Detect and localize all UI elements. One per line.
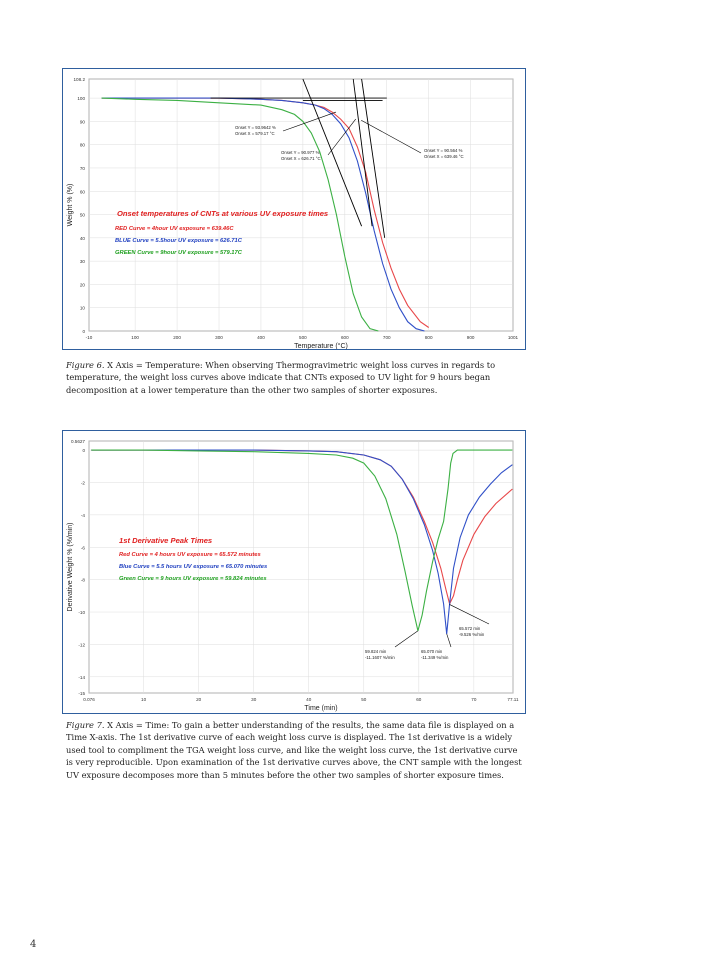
figure-7-caption-text: X Axis = Time: To gain a better understanding of the results, the same data file is displayed on a Time X-axis. The 1st derivative curve of each weight loss curve is displayed. The 1st derivative is a widely used tool to compliment the TGA weight loss curve, and like the weight loss curve, the 1st derivative curve is very reproducible. Upon examination of the 1st derivative curves above, the CNT sample with the longest UV exposure decomposes more than 5 minutes before the other two samples of shorter exposure times. [66, 720, 522, 780]
legend-item: RED Curve = 4hour UV exposure = 639.46C [115, 226, 234, 232]
peak-label: 59.824 min [365, 649, 387, 654]
x-tick-label: -10 [85, 335, 93, 340]
y-tick-label: 80 [79, 142, 85, 148]
figure-7-caption [66, 719, 526, 781]
figure-6-caption-label: Figure 6. [66, 360, 105, 370]
peak-label: 65.572 min [459, 626, 481, 631]
figure-7-chart [62, 430, 526, 714]
chart-title: Onset temperatures of CNTs at various UV exposure times [117, 209, 329, 218]
x-tick-label: 60 [416, 697, 422, 702]
y-tick-label: -15 [78, 691, 85, 696]
legend-item: BLUE Curve = 5.5hour UV exposure = 626.71C [115, 238, 242, 244]
legend-item: GREEN Curve = 9hour UV exposure = 579.17C [115, 250, 242, 256]
y-tick-label: 20 [79, 282, 85, 288]
y-axis-label: Weight % (%) [67, 183, 74, 227]
x-tick-label: 800 [424, 335, 433, 340]
y-tick-label: 100 [77, 96, 85, 102]
y-tick-label: -6 [80, 545, 85, 551]
y-tick-label: -10 [78, 610, 85, 616]
onset-label: Onset X = 579.17 °C [235, 131, 275, 136]
figure-6-caption-text: X Axis = Temperature: When observing Thermogravimetric weight loss curves in regards to temperature, the weight loss curves above indicate that CNTs exposed to UV light for 9 hours began decomposition at a lower temperature than the other two samples of shorter exposures. [66, 360, 496, 395]
page-number: 4 [30, 939, 37, 950]
y-tick-label: 0 [82, 448, 85, 454]
figure-6-caption [66, 359, 526, 396]
x-tick-label: 300 [215, 335, 223, 340]
x-axis-label: Time (min) [304, 705, 338, 712]
y-tick-label: -4 [80, 512, 85, 518]
x-tick-label: 900 [466, 335, 475, 340]
y-tick-label: 30 [79, 259, 85, 265]
x-tick-label: 70 [471, 697, 477, 702]
x-tick-label: 77.11 [507, 697, 519, 702]
x-tick-label: 40 [306, 697, 312, 702]
peak-label: 65.070 min [421, 649, 443, 654]
y-axis-label: Derivative Weight % (%/min) [67, 522, 74, 612]
x-tick-label: 200 [173, 335, 181, 340]
x-tick-label: 500 [299, 335, 307, 340]
x-tick-label: 600 [340, 335, 349, 340]
x-tick-label: 100 [131, 335, 139, 340]
y-tick-label: 50 [79, 212, 85, 218]
y-tick-label: -2 [80, 480, 85, 486]
figure-7-caption-label: Figure 7. [66, 720, 105, 730]
onset-label: Onset X = 639.46 °C [424, 154, 464, 159]
y-tick-label: 108.2 [73, 77, 85, 82]
x-tick-label: 400 [257, 335, 265, 340]
x-tick-label: 1001 [507, 335, 519, 340]
x-axis-label: Temperature (°C) [294, 343, 348, 349]
x-tick-label: 10 [141, 697, 147, 702]
y-tick-label: 90 [79, 119, 85, 125]
x-tick-label: 20 [196, 697, 202, 702]
x-tick-label: 700 [382, 335, 391, 340]
y-tick-label: 0 [82, 329, 85, 334]
peak-label: -11.1607 %/min [365, 655, 395, 660]
y-tick-label: 70 [79, 165, 85, 171]
legend-item: Blue Curve = 5.5 hours UV exposure = 65.070 minutes [119, 564, 268, 570]
y-tick-label: 40 [79, 235, 85, 241]
weight-loss-chart [63, 69, 525, 349]
onset-label: Onset Y = 93.9642 % [235, 125, 276, 130]
x-tick-label: 50 [361, 697, 367, 702]
x-tick-label: 0.076 [83, 697, 95, 702]
y-tick-label: 10 [79, 305, 85, 311]
chart-title: 1st Derivative Peak Times [119, 536, 213, 545]
peak-label: -9.526 %/min [459, 632, 485, 637]
legend-item: Green Curve = 9 hours UV exposure = 59.824 minutes [119, 576, 267, 582]
plot-area [89, 79, 513, 331]
derivative-chart [63, 431, 525, 713]
onset-label: Onset Y = 90.977 % [281, 150, 320, 155]
y-tick-label: 60 [79, 189, 85, 195]
peak-label: -11.349 %/min [421, 655, 449, 660]
x-tick-label: 30 [251, 697, 257, 702]
figure-6-chart [62, 68, 526, 350]
onset-label: Onset Y = 90.564 % [424, 148, 463, 153]
y-tick-label: -8 [80, 577, 85, 583]
y-tick-label: -12 [78, 642, 85, 648]
onset-label: Onset X = 626.71 °C [281, 156, 321, 161]
y-tick-label: 0.5627 [70, 439, 85, 444]
legend-item: Red Curve = 4 hours UV exposure = 65.572 minutes [119, 552, 261, 558]
y-tick-label: -14 [78, 674, 85, 680]
